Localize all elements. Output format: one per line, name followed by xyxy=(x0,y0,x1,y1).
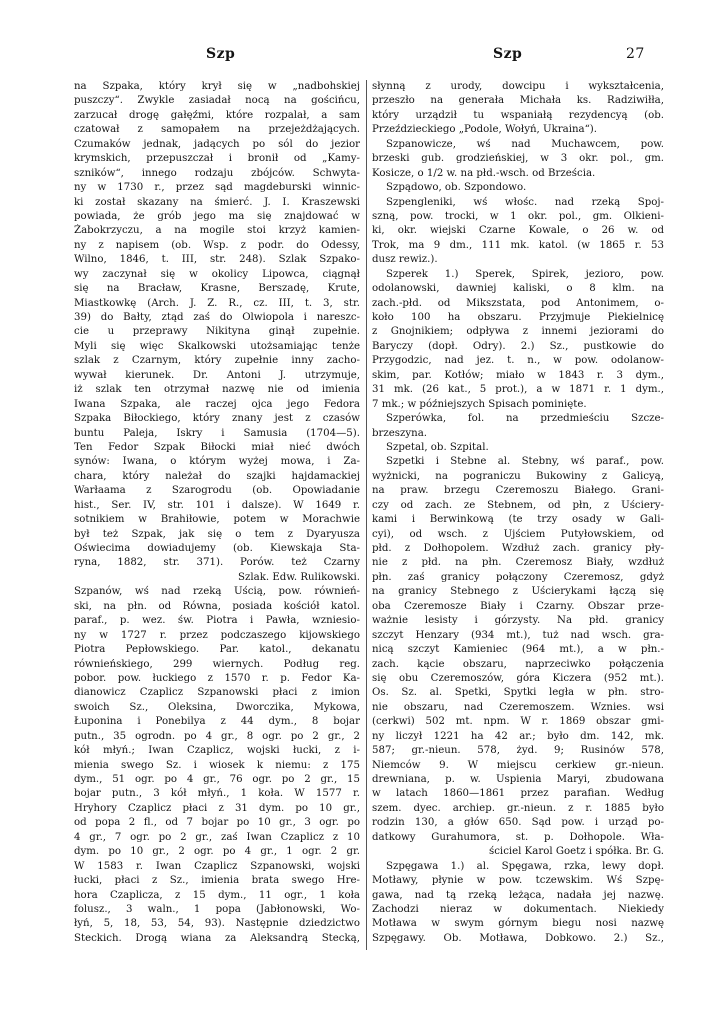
text-line: Zachodzi nieraz w dokumentach. Niekiedy xyxy=(372,903,664,915)
text-line: brzeski gub. grodzieńskiej, w 3 okr. pol., gm. xyxy=(372,153,664,165)
text-line: Wilno, 1846, t. III, str. 248). Szlak Szpako- xyxy=(74,254,360,266)
text-line: ski, na płn. od Równa, posiada kościół katol. xyxy=(74,600,360,612)
text-line: Baryczy (dopł. Odry). 2.) Sz., pustkowie do xyxy=(372,340,664,352)
text-line: szną, pow. trocki, w 1 okr. pol., gm. Olkieni- xyxy=(372,210,664,222)
text-line: Szpetki i Stebne al. Stebny, wś paraf., pow. xyxy=(386,456,664,468)
text-line: W 1583 r. Iwan Czaplicz Szpanowski, wojski xyxy=(74,860,360,872)
text-line: nie z płd. na płn. Czeremosz Biały, wzdłuż xyxy=(372,557,664,569)
text-line: Ten Fedor Szpak Biłocki miał nieć dwóch xyxy=(74,441,360,453)
text-line: Myli się więc Skalkowski utożsamiając tenże xyxy=(74,340,360,352)
text-line: się na Bracław, Krasne, Berszadę, Krute, xyxy=(74,283,360,295)
text-line: paraf., p. wez. św. Piotra i Pawła, wzniesio- xyxy=(74,615,360,627)
text-line: rodzin 130, a głów 650. Sąd pow. i urząd po- xyxy=(372,817,664,829)
text-line: Szpęgawa 1.) al. Spęgawa, rzka, lewy dopł. xyxy=(386,860,664,872)
column-divider xyxy=(366,80,367,950)
text-line: równieńskiego, 299 wiernych. Podług reg. xyxy=(74,658,360,670)
text-line: wywał kierunek. Dr. Antoni J. utrzymuje, xyxy=(74,369,360,381)
text-line: iż szlak ten otrzymał nazwę nie od imienia xyxy=(74,384,360,396)
text-line: bojar putn., 3 kół młyń., 1 koła. W 1577 r. xyxy=(74,788,360,800)
text-line: powiada, że grób jego ma się znajdować w xyxy=(74,210,360,222)
text-line: Steckich. Drogą wiana za Aleksandrą Stecką, xyxy=(74,932,360,944)
text-line: nie obszaru, nad Czeremoszem. Wznies. wsi xyxy=(372,701,664,713)
text-line: skim, par. Kotłów; miało w 1843 r. 3 dym., xyxy=(372,369,664,381)
text-line: słynną z urody, dowcipu i wykształcenia, xyxy=(372,81,664,92)
text-line: buntu Paleja, Iskry i Samusia (1704—5). xyxy=(74,427,360,439)
text-line: Szpanowicze, wś nad Muchawcem, pow. xyxy=(386,138,664,150)
text-line: Przygodzic, nad jez. t. n., w pow. odolanow- xyxy=(372,355,664,367)
text-line: puszczy“. Zwykle zasiadał nocą na gościńcu, xyxy=(74,95,360,107)
text-line: Szperek 1.) Sperek, Spirek, jezioro, pow. xyxy=(386,268,664,280)
text-line: płd. z Dołhopolem. Wzdłuż zach. granicy pły- xyxy=(372,543,664,554)
text-line: Iwana Szpaka, ale raczej ojca jego Fedora xyxy=(74,398,360,410)
text-line: ważnie lesisty i górzysty. Na płd. granicy xyxy=(372,615,664,627)
running-head-left: Szp xyxy=(206,46,236,62)
text-line: gawa, nad tą rzeką leżąca, nadała jej nazwę. xyxy=(372,889,664,901)
text-line: zarzucał drogę gałęźmi, które rozpalał, a sam xyxy=(74,109,360,121)
text-line: drewniana, p. w. Uspienia Maryi, zbudowana xyxy=(372,774,664,785)
text-line: od popa 2 fl., od 7 bojar po 10 gr., 3 ogr. po xyxy=(74,817,360,829)
text-line: hist., Ser. IV, str. 101 i dalsze). W 1649 r. xyxy=(74,499,360,511)
text-line: hora Czaplicza, z 15 dym., 11 ogr., 1 koła xyxy=(74,889,360,901)
text-line: 4 gr., 7 ogr. po 2 gr., zaś Iwan Czaplicz z 10 xyxy=(74,831,360,843)
left-text-column xyxy=(74,80,360,946)
text-line: szlak z Czarnym, który zupełnie inny zacho- xyxy=(74,355,360,367)
text-line: Szpęgawy. Ob. Motława, Dobkowo. 2.) Sz., xyxy=(372,932,664,944)
text-line: który urządził tu wspaniałą rezydencyą (ob. xyxy=(372,109,664,121)
text-line: dusz rewiz.). xyxy=(372,254,438,266)
text-line: cyi), od wsch. z Ujściem Putyłowskiem, od xyxy=(372,528,664,540)
running-head-right: Szp xyxy=(493,46,523,62)
text-line: krymskich, przepuszczał i bronił od „Kamy- xyxy=(74,153,360,165)
text-line: przeszło na generała Michała ks. Radziwiłła, xyxy=(372,95,664,107)
text-line: Kosicze, o 1/2 w. na płd.-wsch. od Brześcia. xyxy=(372,167,596,179)
text-line: ki został skazany na śmierć. J. I. Kraszewski xyxy=(74,196,360,208)
text-line: folusz., 3 waln., 1 popa (Jabłonowski, Wo- xyxy=(74,903,360,915)
text-line: Szpądowo, ob. Szpondowo. xyxy=(386,182,527,194)
text-line: Warłaama z Szarogrodu (ob. Opowiadanie xyxy=(74,485,360,497)
text-line: Łuponina i Ponebilya z 44 dym., 8 bojar xyxy=(74,716,360,728)
text-line: Szperówka, fol. na przedmieściu Szcze- xyxy=(386,413,664,425)
text-line: zach.-płd. od Mikszstata, pod Antonimem, o- xyxy=(372,297,664,309)
text-line: Szlak. Edw. Rulikowski. xyxy=(238,571,360,583)
text-line: Piotra Pepłowskiego. Par. katol., dekanatu xyxy=(74,644,360,656)
text-line: ny liczył 1221 ha 42 ar.; było dm. 142, mk. xyxy=(372,730,664,742)
text-line: szem. dyec. archiep. gr.-nieun. z r. 1885 było xyxy=(372,802,664,814)
text-line: zach. kącie obszaru, naprzeciwko połączenia xyxy=(372,658,664,670)
text-line: kół młyń.; Iwan Czaplicz, wojski łucki, z i- xyxy=(74,745,360,757)
text-line: 31 mk. (26 kat., 5 prot.), a w 1871 r. 1 dym., xyxy=(372,384,664,396)
text-line: wyżnicki, na pograniczu Bukowiny z Galicyą, xyxy=(372,470,664,482)
text-line: Hryhory Czaplicz płaci z 31 dym. po 10 gr., xyxy=(74,802,360,814)
text-line: ki, okr. wiejski Czarne Kowale, o 26 w. od xyxy=(372,225,664,237)
text-line: był też Szpak, jak się o tem z Dyaryusza xyxy=(74,528,360,540)
text-line: Niemców 9. W miejscu cerkiew gr.-nieun. xyxy=(372,759,664,771)
text-line: w latach 1860—1861 przez parafian. Według xyxy=(372,788,664,800)
text-line: wy zaczynał się w okolicy Lipowca, ciągnął xyxy=(74,268,360,280)
text-line: na Szpaka, który krył się w „nadbohskiej xyxy=(74,81,360,92)
text-line: 7 mk.; w późniejszych Spisach pominięte. xyxy=(372,398,587,410)
text-line: oba Czeremosze Biały i Czarny. Obszar prze- xyxy=(372,600,664,612)
text-line: ny w 1727 r. przez podczaszego kijowskiego xyxy=(74,629,360,641)
page-number: 27 xyxy=(626,46,645,62)
text-line: synów: Iwana, o którym wyżej mowa, i Za- xyxy=(74,456,360,468)
text-line: Szpetal, ob. Szpital. xyxy=(386,441,489,453)
text-line: Szpengleniki, wś włośc. nad rzeką Spoj- xyxy=(386,196,664,208)
text-line: szczyt Henzary (934 mt.), tuż nad wsch. gra- xyxy=(372,629,664,641)
text-line: kami i Berwinkową (te trzy osady w Gali- xyxy=(372,514,664,526)
text-line: na granicy Stebnego z Uścierykami łączą się xyxy=(372,586,664,598)
text-line: pobor. pow. łuckiego z 1570 r. p. Fedor Ka- xyxy=(74,672,360,684)
text-line: ny z napisem (ob. Wsp. z podr. do Odessy, xyxy=(74,239,360,251)
text-line: sotnikiem w Brahiłowie, potem w Morachwie xyxy=(74,514,360,526)
text-line: brzeszyna. xyxy=(372,427,428,439)
text-line: datkowy Gurahumora, st. p. Dołhopole. Wła- xyxy=(372,831,664,843)
text-line: Oświecima dowiadujemy (ob. Kiewskaja Sta- xyxy=(74,543,360,554)
text-line: Przeździeckiego „Podole, Wołyń, Ukraina“). xyxy=(372,124,598,136)
text-line: cie u przeprawy Nikityna ginął zupełnie. xyxy=(74,326,360,338)
text-line: Miastkowkę (Arch. J. Z. R., cz. III, t. 3, str. xyxy=(74,297,360,309)
text-line: Trok, ma 9 dm., 111 mk. katol. (w 1865 r. 53 xyxy=(372,239,664,251)
text-line: mienia swego Sz. i wiosek k niemu: z 175 xyxy=(74,759,360,771)
text-line: czatował z samopałem na przejeżdżających. xyxy=(74,124,360,136)
text-line: Czumaków jednak, jadących po sól do jezior xyxy=(74,138,360,150)
right-text-column xyxy=(372,80,664,946)
text-line: dianowicz Czaplicz Szpanowski płaci z imion xyxy=(74,687,360,699)
text-line: 39) do Bałty, ztąd zaś do Olwiopola i nareszc- xyxy=(74,312,360,323)
text-line: szników“, innego rodzaju zbójców. Schwyta- xyxy=(74,167,360,179)
text-line: płn. zaś granicy połączony Czeremosz, gdyż xyxy=(372,571,664,583)
text-line: Os. Sz. al. Spetki, Spytki legła w płn. stro- xyxy=(372,687,664,699)
text-line: Szpanów, wś nad rzeką Uścią, pow. równień- xyxy=(74,586,360,598)
text-line: nicą szczyt Kamieniec (964 mt.), a w płn.- xyxy=(372,644,664,656)
text-line: chara, który należał do szajki hajdamackiej xyxy=(74,470,360,482)
text-line: putn., 35 ogrodn. po 4 gr., 8 ogr. po 2 gr., 2 xyxy=(74,730,360,742)
text-line: 587; gr.-nieun. 578, żyd. 9; Rusinów 578, xyxy=(372,745,664,757)
text-line: (cerkwi) 502 mt. npm. W r. 1869 obszar gmi- xyxy=(372,716,664,728)
text-line: ny w 1730 r., przez sąd magdeburski winnic- xyxy=(74,182,360,194)
text-line: dym., 51 ogr. po 4 gr., 76 ogr. po 2 gr., 15 xyxy=(74,774,360,785)
text-line: Żabokrzyczu, a na mogile stoi krzyż kamien- xyxy=(74,225,360,237)
text-line: ściciel Karol Goetz i spółka. Br. G. xyxy=(489,846,664,858)
text-line: łyń, 5, 18, 53, 54, 93). Następnie dziedzictwo xyxy=(74,918,360,930)
text-line: ryna, 1882, str. 371). Porów. też Czarny xyxy=(74,557,360,569)
text-line: łucki, płaci z Sz., imienia brata swego Hre- xyxy=(74,875,360,887)
text-line: Motława w swym górnym biegu nosi nazwę xyxy=(372,918,664,930)
text-line: dym. po 10 gr., 2 ogr. po 4 gr., 1 ogr. 2 gr. xyxy=(74,846,360,858)
text-line: się obu Czeremoszów, góra Kiczera (952 mt.). xyxy=(372,672,664,684)
text-line: koło 100 ha obszaru. Przyjmuje Piekielnicę xyxy=(372,312,664,323)
text-line: swoich Sz., Oleksina, Dworczika, Mykowa, xyxy=(74,701,360,713)
text-line: czy od zach. ze Stebnem, od płn, z Uściery- xyxy=(372,499,664,511)
text-line: Motławy, płynie w pow. tczewskim. Wś Szpę- xyxy=(372,875,664,887)
text-line: odolanowski, dawniej kaliski, o 8 klm. na xyxy=(372,283,664,295)
text-line: na praw. brzegu Czeremoszu Białego. Grani- xyxy=(372,485,664,497)
text-line: Szpaka Biłockiego, który znany jest z czasów xyxy=(74,413,360,425)
text-line: z Gnojnikiem; odpływa z innemi jeziorami do xyxy=(372,326,664,338)
